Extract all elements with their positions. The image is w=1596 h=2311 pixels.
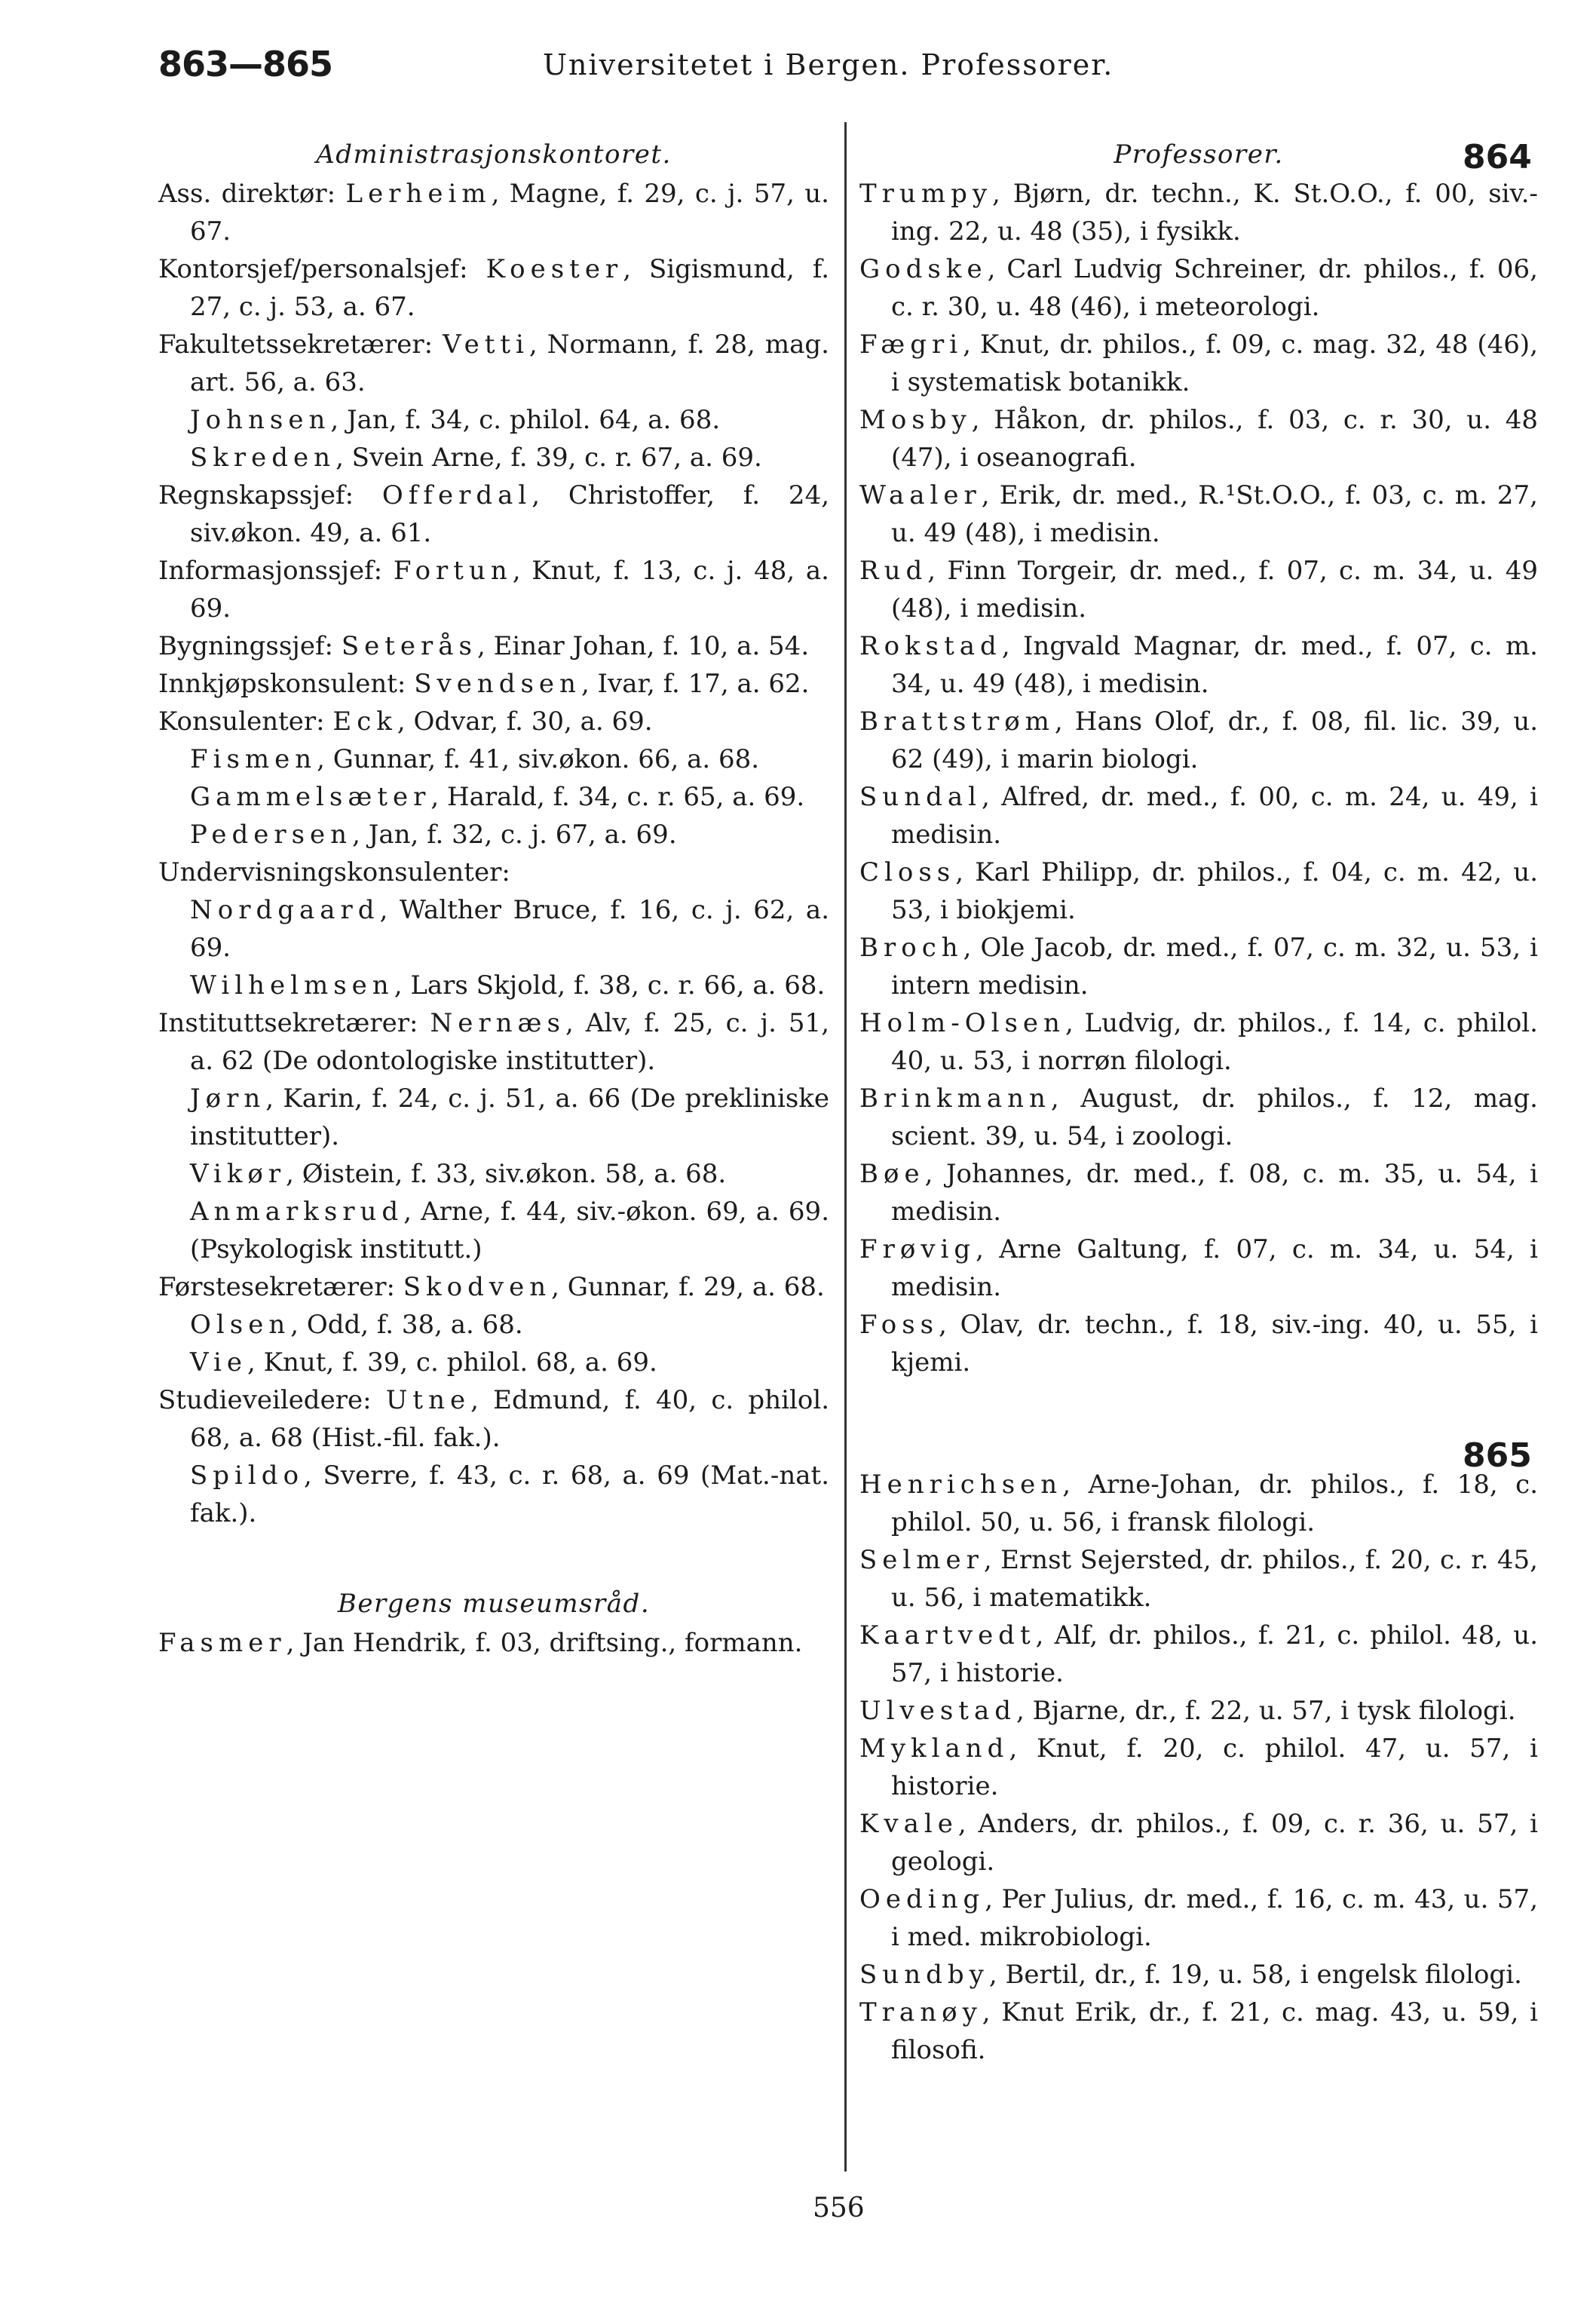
- entry-details: , Per Julius, dr. med., f. 16, c. m. 43, u. 57, i med. mikrobiologi.: [891, 1884, 1538, 1952]
- entry-details: , Svein Arne, f. 39, c. r. 67, a. 69.: [335, 443, 762, 473]
- entry-details: , Knut, dr. philos., f. 09, c. mag. 32, 48 (46), i systematisk botanikk.: [891, 329, 1538, 397]
- section-heading-administrasjon: Administrasjonskontoret.: [316, 139, 672, 170]
- entry-list: [158, 1624, 829, 1662]
- list-item: [158, 1155, 829, 1193]
- entry-name: Ulvestad: [859, 1696, 1017, 1726]
- entry-details: , Sverre, f. 43, c. r. 68, a. 69 (Mat.-nat. fak.).: [190, 1460, 829, 1528]
- entry-role: Instituttsekretærer:: [158, 1008, 430, 1038]
- column-range: 863—865: [158, 44, 333, 84]
- entry-name: Broch: [859, 933, 963, 963]
- entry-list: [158, 175, 829, 1532]
- entry-details: , Ingvald Magnar, dr. med., f. 07, c. m. 34, u. 49 (48), i medisin.: [891, 631, 1538, 699]
- entry-role: Kontorsjef/personalsjef:: [158, 254, 486, 284]
- list-item: [158, 1306, 829, 1344]
- entry-name: Fægri: [859, 329, 963, 360]
- entry-details: , Knut, f. 13, c. j. 48, a. 69.: [190, 556, 829, 624]
- entry-name: Nernæs: [430, 1008, 565, 1038]
- list-item: [158, 401, 829, 439]
- entry-role: Konsulenter:: [158, 706, 333, 737]
- list-item: [158, 175, 829, 250]
- list-item: [859, 703, 1538, 778]
- entry-details: , Finn Torgeir, dr. med., f. 07, c. m. 34, u. 49 (48), i medisin.: [891, 556, 1538, 624]
- entry-details: , Magne, f. 29, c. j. 57, u. 67.: [190, 179, 829, 247]
- list-item: [158, 967, 829, 1004]
- list-item: [859, 250, 1538, 326]
- entry-name: Trumpy: [859, 179, 993, 209]
- entry-role: Førstesekretærer:: [158, 1272, 403, 1302]
- entry-details: , Gunnar, f. 29, a. 68.: [551, 1272, 825, 1302]
- section-heading-professorer: Professorer.: [1114, 139, 1284, 170]
- entry-details: , Arne, f. 44, siv.-økon. 69, a. 69. (Psykologisk institutt.): [190, 1197, 829, 1264]
- list-item: [158, 477, 829, 552]
- entry-name: Nordgaard: [190, 895, 380, 925]
- entry-role: Innkjøpskonsulent:: [158, 669, 415, 699]
- entry-name: Fismen: [190, 744, 317, 774]
- entry-details: , Jan Hendrik, f. 03, driftsing., formann.: [286, 1628, 803, 1658]
- entry-name: Johnsen: [190, 405, 331, 435]
- entry-name: Pedersen: [190, 820, 353, 850]
- entry-details: , Odvar, f. 30, a. 69.: [397, 706, 653, 737]
- entry-name: Vie: [190, 1347, 247, 1378]
- list-item: [859, 854, 1538, 929]
- entry-name: Skreden: [190, 443, 336, 473]
- list-item: [859, 778, 1538, 854]
- list-item: [859, 1466, 1538, 1541]
- entry-details: , Odd, f. 38, a. 68.: [290, 1310, 523, 1340]
- entry-details: , Hans Olof, dr., f. 08, fil. lic. 39, u. 62 (49), i marin biologi.: [891, 706, 1538, 774]
- entry-details: , Alv, f. 25, c. j. 51, a. 62 (De odontologiske institutter).: [190, 1008, 829, 1076]
- list-item: [158, 1080, 829, 1155]
- entry-name: Sundal: [859, 782, 982, 812]
- entry-role: Regnskapssjef:: [158, 480, 382, 510]
- entry-role: Studieveiledere:: [158, 1385, 386, 1415]
- entry-name: Brinkmann: [859, 1083, 1051, 1114]
- entry-name: Waaler: [859, 480, 982, 510]
- entry-details: , Carl Ludvig Schreiner, dr. philos., f. 06, c. r. 30, u. 48 (46), i meteorologi.: [891, 254, 1538, 322]
- list-item: [859, 1880, 1538, 1956]
- entry-name: Selmer: [859, 1545, 984, 1575]
- entry-details: , Ivar, f. 17, a. 62.: [581, 669, 810, 699]
- entry-name: Koester: [486, 254, 623, 284]
- list-item: [158, 1268, 829, 1306]
- entry-name: Bøe: [859, 1159, 925, 1189]
- page-header: [158, 44, 1591, 97]
- entry-name: Brattstrøm: [859, 706, 1055, 737]
- list-item: [859, 1231, 1538, 1306]
- list-item: [158, 1004, 829, 1080]
- list-item: [158, 1624, 829, 1662]
- entry-name: Jørn: [190, 1083, 266, 1114]
- list-item: [158, 778, 829, 816]
- list-item: [158, 1193, 829, 1268]
- list-item: [158, 1457, 829, 1532]
- entry-details: , Alf, dr. philos., f. 21, c. philol. 48, u. 57, i historie.: [891, 1620, 1538, 1688]
- entry-details: , Normann, f. 28, mag. art. 56, a. 63.: [190, 329, 829, 397]
- list-item: [859, 175, 1538, 250]
- entry-details: , Erik, dr. med., R.¹St.O.O., f. 03, c. m. 27, u. 49 (48), i medisin.: [891, 480, 1538, 548]
- entry-name: Frøvig: [859, 1234, 976, 1264]
- entry-details: , Lars Skjold, f. 38, c. r. 66, a. 68.: [394, 970, 826, 1001]
- entry-list: [859, 175, 1538, 1381]
- entry-role: Ass. direktør:: [158, 179, 346, 209]
- entry-details: , Jan, f. 34, c. philol. 64, a. 68.: [330, 405, 721, 435]
- entry-name: Godske: [859, 254, 988, 284]
- list-item: [859, 1730, 1538, 1805]
- entry-name: Kvale: [859, 1809, 958, 1839]
- entry-details: , Karl Philipp, dr. philos., f. 04, c. m. 42, u. 53, i biokjemi.: [891, 857, 1538, 925]
- entry-list: [859, 1466, 1538, 2069]
- entry-details: , Harald, f. 34, c. r. 65, a. 69.: [430, 782, 805, 812]
- list-item: [158, 552, 829, 627]
- list-item: [859, 627, 1538, 703]
- entry-name: Mykland: [859, 1733, 1009, 1764]
- list-item: [158, 326, 829, 401]
- list-item: [158, 439, 829, 477]
- entry-name: Rud: [859, 556, 928, 586]
- entry-details: , August, dr. philos., f. 12, mag. scient. 39, u. 54, i zoologi.: [891, 1083, 1538, 1151]
- entry-name: Anmarksrud: [190, 1197, 404, 1227]
- list-item: [158, 816, 829, 854]
- entry-name: Olsen: [190, 1310, 291, 1340]
- list-item: [158, 250, 829, 326]
- entry-name: Kaartvedt: [859, 1620, 1036, 1650]
- entry-name: Fortun: [393, 556, 513, 586]
- list-item: [859, 1541, 1538, 1617]
- entry-name: Tranøy: [859, 1997, 982, 2027]
- entry-details: , Knut, f. 39, c. philol. 68, a. 69.: [247, 1347, 657, 1378]
- list-item: [859, 1994, 1538, 2069]
- list-item: [859, 1080, 1538, 1155]
- entry-name: Holm-Olsen: [859, 1008, 1065, 1038]
- entry-details: , Gunnar, f. 41, siv.økon. 66, a. 68.: [317, 744, 760, 774]
- list-item: [859, 1956, 1538, 1994]
- list-item: [859, 1004, 1538, 1080]
- entry-name: Eck: [332, 706, 397, 737]
- entry-details: , Bjarne, dr., f. 22, u. 57, i tysk filologi.: [1016, 1696, 1516, 1726]
- entry-name: Foss: [859, 1310, 939, 1340]
- list-item: [859, 326, 1538, 401]
- list-item: [158, 665, 829, 703]
- entry-details: , Alfred, dr. med., f. 00, c. m. 24, u. 49, i medisin.: [891, 782, 1538, 850]
- entry-details: , Einar Johan, f. 10, a. 54.: [476, 631, 810, 661]
- entry-role: Bygningssjef:: [158, 631, 342, 661]
- entry-name: Oeding: [859, 1884, 985, 1914]
- entry-details: , Knut Erik, dr., f. 21, c. mag. 43, u. 59, i filosofi.: [891, 1997, 1538, 2065]
- entry-name: Vikør: [190, 1159, 286, 1189]
- entry-details: , Bertil, dr., f. 19, u. 58, i engelsk filologi.: [988, 1960, 1522, 1990]
- list-item: [158, 854, 829, 891]
- section-heading-museumsrad: Bergens museumsråd.: [337, 1589, 651, 1619]
- entry-role: Informasjonssjef:: [158, 556, 394, 586]
- entry-name: Sundby: [859, 1960, 989, 1990]
- entry-name: Utne: [385, 1385, 471, 1415]
- entry-details: , Walther Bruce, f. 16, c. j. 62, a. 69.: [190, 895, 829, 963]
- entry-name: Svendsen: [414, 669, 581, 699]
- entry-name: Wilhelmsen: [190, 970, 394, 1001]
- column-number-864: 864: [1463, 138, 1532, 176]
- list-item: [859, 477, 1538, 552]
- entry-details: , Øistein, f. 33, siv.økon. 58, a. 68.: [286, 1159, 727, 1189]
- column-divider: [844, 122, 847, 2172]
- list-item: [158, 1381, 829, 1457]
- list-item: [158, 703, 829, 740]
- column-gap: [859, 1381, 1538, 1466]
- entry-name: Henrichsen: [859, 1470, 1063, 1500]
- entry-details: , Arne-Johan, dr. philos., f. 18, c. philol. 50, u. 56, i fransk filologi.: [891, 1470, 1538, 1537]
- list-item: [158, 891, 829, 967]
- entry-role: Fakultetssekretærer:: [158, 329, 443, 360]
- entry-name: Spildo: [190, 1460, 305, 1491]
- entry-details: , Johannes, dr. med., f. 08, c. m. 35, u. 54, i medisin.: [891, 1159, 1538, 1227]
- list-item: [859, 1805, 1538, 1880]
- entry-details: , Sigismund, f. 27, c. j. 53, a. 67.: [190, 254, 829, 322]
- list-item: [859, 1155, 1538, 1231]
- list-item: [859, 1617, 1538, 1692]
- entry-details: , Håkon, dr. philos., f. 03, c. r. 30, u. 48 (47), i oseanografi.: [891, 405, 1538, 473]
- column-number-865: 865: [1463, 1436, 1532, 1475]
- list-item: [158, 740, 829, 778]
- entry-details: , Ludvig, dr. philos., f. 14, c. philol. 40, u. 53, i norrøn filologi.: [891, 1008, 1538, 1076]
- entry-details: , Anders, dr. philos., f. 09, c. r. 36, u. 57, i geologi.: [891, 1809, 1538, 1877]
- entry-name: Offerdal: [381, 480, 532, 510]
- list-item: [859, 929, 1538, 1004]
- list-item: [859, 1692, 1538, 1730]
- entry-details: , Ole Jacob, dr. med., f. 07, c. m. 32, u. 53, i intern medisin.: [891, 933, 1538, 1001]
- entry-details: , Ernst Sejersted, dr. philos., f. 20, c. r. 45, u. 56, i matematikk.: [891, 1545, 1538, 1613]
- entry-name: Seterås: [341, 631, 477, 661]
- list-item: [859, 401, 1538, 477]
- entry-name: Closs: [859, 857, 956, 887]
- list-item: [859, 552, 1538, 627]
- entry-name: Rokstad: [859, 631, 1002, 661]
- left-column: [158, 136, 829, 1662]
- page-number: 556: [813, 2193, 865, 2224]
- entry-details: , Karin, f. 24, c. j. 51, a. 66 (De prekliniske institutter).: [190, 1083, 829, 1151]
- entry-details: , Knut, f. 20, c. philol. 47, u. 57, i historie.: [891, 1733, 1538, 1801]
- entry-name: Gammelsæter: [190, 782, 431, 812]
- entry-details: , Olav, dr. techn., f. 18, siv.-ing. 40, u. 55, i kjemi.: [891, 1310, 1538, 1378]
- entry-name: Fasmer: [158, 1628, 286, 1658]
- entry-details: , Jan, f. 32, c. j. 67, a. 69.: [352, 820, 677, 850]
- entry-name: Vetti: [443, 329, 529, 360]
- entry-role: Undervisningskonsulenter:: [158, 857, 510, 887]
- entry-name: Mosby: [859, 405, 972, 435]
- entry-name: Lerheim: [345, 179, 492, 209]
- entry-details: , Arne Galtung, f. 07, c. m. 34, u. 54, i medisin.: [891, 1234, 1538, 1302]
- list-item: [859, 1306, 1538, 1381]
- entry-details: , Christoffer, f. 24, siv.økon. 49, a. 61.: [190, 480, 830, 548]
- entry-name: Skodven: [403, 1272, 552, 1302]
- list-item: [158, 627, 829, 665]
- running-title: Universitetet i Bergen. Professorer.: [543, 48, 1114, 81]
- list-item: [158, 1344, 829, 1381]
- right-column: [859, 136, 1538, 2069]
- entry-details: , Bjørn, dr. techn., K. St.O.O., f. 00, siv.-ing. 22, u. 48 (35), i fysikk.: [891, 179, 1538, 247]
- entry-details: , Edmund, f. 40, c. philol. 68, a. 68 (Hist.-fil. fak.).: [190, 1385, 829, 1453]
